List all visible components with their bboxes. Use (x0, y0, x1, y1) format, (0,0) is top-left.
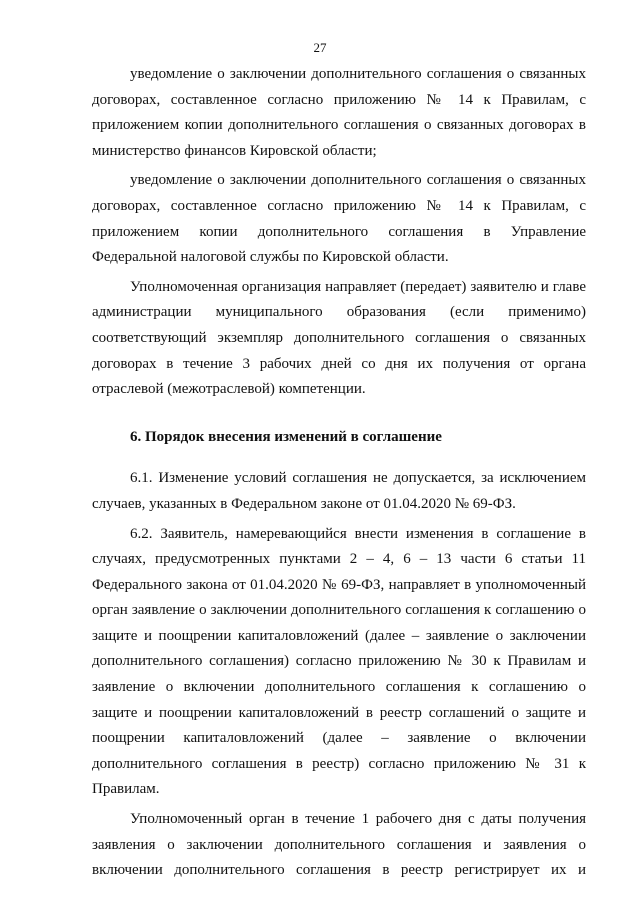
paragraph-notice-tax-service: уведомление о заключении дополнительного соглашения о связанных договорах, составленное согласно приложению № 14 к Правилам, с приложением копии дополнительного соглашения в Управление Федеральной налоговой службы по Кировской области. (92, 172, 586, 266)
page-number: 27 (313, 40, 327, 55)
paragraph-authorized-body: Уполномоченный орган в течение 1 рабочего дня с даты получения заявления о заключении дополнительного соглашения и заявления о включении дополнительного соглашения в реестр регистрирует их и (92, 811, 586, 879)
paragraph-notice-finance-ministry: уведомление о заключении дополнительного соглашения о связанных договорах, составленное согласно приложению № 14 к Правилам, с приложением копии дополнительного соглашения о связанных договорах в министерство финансов Кировской области; (92, 66, 586, 159)
paragraph-6-1: 6.1. Изменение условий соглашения не допускается, за исключением случаев, указанных в Федеральном законе от 01.04.2020 № 69-ФЗ. (92, 470, 586, 512)
paragraph-6-2: 6.2. Заявитель, намеревающийся внести изменения в соглашение в случаях, предусмотренных пунктами 2 – 4, 6 – 13 части 6 статьи 11 Федерального закона от 01.04.2020 № 69-ФЗ, направляет в уполномоченный орган заявление о заключении дополнительного соглашения к соглашению о защите и поощрении капиталовложений (далее – заявление о заключении дополнительного соглашения) согласно приложению № 30 к Правилам и заявление о включении дополнительного соглашения к соглашению о защите и поощрении капиталовложений в реестр соглашений о защите и поощрении капиталовложений (далее – заявление о включении дополнительного соглашения в реестр) согласно приложению № 31 к Правилам. (92, 525, 586, 798)
document-body (92, 62, 586, 884)
paragraph-authorized-organization: Уполномоченная организация направляет (передает) заявителю и главе администрации муниципального образования (если применимо) соответствующий экземпляр дополнительного соглашения о связанных договорах в течение 3 рабочих дней со дня их получения от органа отраслевой (межотраслевой) компетенции. (92, 278, 586, 398)
section-heading: 6. Порядок внесения изменений в соглашение (130, 428, 442, 445)
